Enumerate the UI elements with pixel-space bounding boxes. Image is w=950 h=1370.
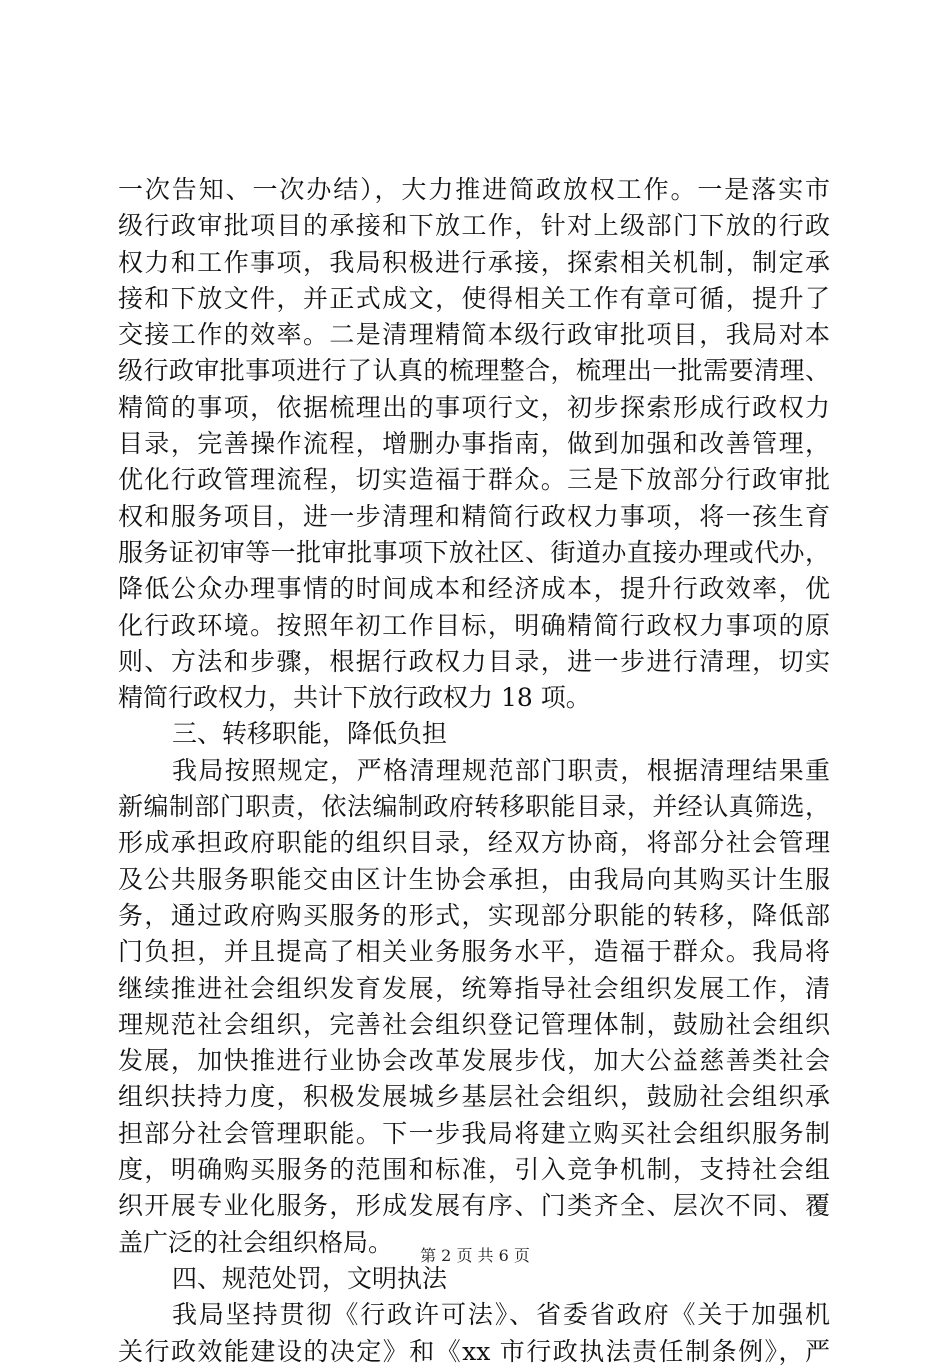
text-line: 一次告知、一次办结），大力推进简政放权工作。一是落实市 bbox=[118, 175, 830, 204]
text-line: 理规范社会组织，完善社会组织登记管理体制，鼓励社会组织 bbox=[118, 1009, 830, 1039]
text-line: 降低公众办理事情的时间成本和经济成本，提升行政效率，优 bbox=[118, 574, 830, 604]
text-line: 级行政审批项目的承接和下放工作，针对上级部门下放的行政 bbox=[118, 211, 830, 241]
text-line: 服务证初审等一批审批事项下放社区、街道办直接办理或代办， bbox=[118, 537, 830, 567]
text-line: 关行政效能建设的决定》和《xx 市行政执法责任制条例》，严 bbox=[118, 1336, 830, 1366]
section-heading: 三、转移职能，降低负担 bbox=[172, 719, 448, 749]
text-line: 形成承担政府职能的组织目录，经双方协商，将部分社会管理 bbox=[118, 828, 830, 858]
text-line: 精简行政权力，共计下放行政权力 18 项。 bbox=[118, 683, 591, 713]
text-line: 织开展专业化服务，形成发展有序、门类齐全、层次不同、覆 bbox=[118, 1191, 830, 1221]
text-line: 优化行政管理流程，切实造福于群众。三是下放部分行政审批 bbox=[118, 465, 830, 495]
text-line: 则、方法和步骤，根据行政权力目录，进一步进行清理，切实 bbox=[118, 646, 830, 676]
text-line: 担部分社会管理职能。下一步我局将建立购买社会组织服务制 bbox=[118, 1118, 830, 1148]
page-footer: 第 2 页 共 6 页 bbox=[420, 1246, 530, 1265]
text-line: 组织扶持力度，积极发展城乡基层社会组织，鼓励社会组织承 bbox=[118, 1082, 830, 1112]
text-line: 新编制部门职责，依法编制政府转移职能目录，并经认真筛选， bbox=[118, 792, 830, 822]
text-line: 我局按照规定，严格清理规范部门职责，根据清理结果重 bbox=[172, 755, 830, 785]
text-line: 交接工作的效率。二是清理精简本级行政审批项目，我局对本 bbox=[118, 320, 830, 350]
text-line: 接和下放文件，并正式成文，使得相关工作有章可循，提升了 bbox=[118, 283, 830, 313]
text-line: 化行政环境。按照年初工作目标，明确精简行政权力事项的原 bbox=[118, 610, 830, 640]
text-line: 及公共服务职能交由区计生协会承担，由我局向其购买计生服 bbox=[118, 864, 830, 894]
document-body bbox=[118, 172, 830, 1370]
text-line: 权力和工作事项，我局积极进行承接，探索相关机制，制定承 bbox=[118, 247, 830, 277]
text-line: 权和服务项目，进一步清理和精简行政权力事项，将一孩生育 bbox=[118, 501, 830, 531]
section-heading: 四、规范处罚，文明执法 bbox=[172, 1263, 448, 1293]
text-line: 盖广泛的社会组织格局。 bbox=[118, 1227, 394, 1257]
text-line: 我局坚持贯彻《行政许可法》、省委省政府《关于加强机 bbox=[172, 1300, 830, 1330]
text-line: 继续推进社会组织发育发展，统筹指导社会组织发展工作，清 bbox=[118, 973, 830, 1003]
text-line: 目录，完善操作流程，增删办事指南，做到加强和改善管理， bbox=[118, 429, 830, 459]
text-line: 门负担，并且提高了相关业务服务水平，造福于群众。我局将 bbox=[118, 937, 830, 967]
text-line: 级行政审批事项进行了认真的梳理整合，梳理出一批需要清理、 bbox=[118, 356, 830, 386]
text-line: 务，通过政府购买服务的形式，实现部分职能的转移，降低部 bbox=[118, 900, 830, 930]
text-line: 精简的事项，依据梳理出的事项行文，初步探索形成行政权力 bbox=[118, 392, 830, 422]
text-line: 发展，加快推进行业协会改革发展步伐，加大公益慈善类社会 bbox=[118, 1046, 830, 1076]
text-line: 度，明确购买服务的范围和标准，引入竞争机制，支持社会组 bbox=[118, 1155, 830, 1185]
